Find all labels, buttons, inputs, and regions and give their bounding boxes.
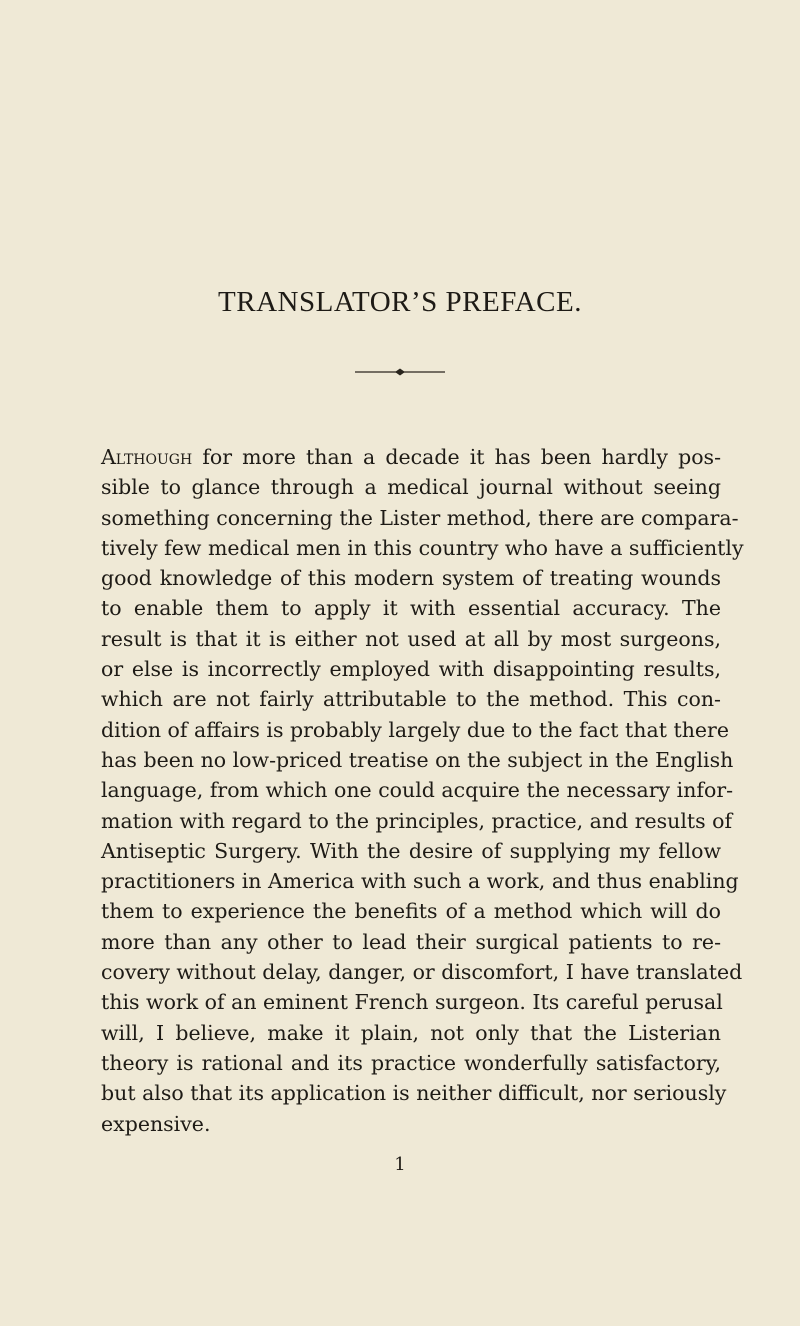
text-line: Although for more than a decade it has been hardly pos- <box>101 445 721 469</box>
text-line: more than any other to lead their surgical patients to re- <box>101 929 721 954</box>
text-line: but also that its application is neither difficult, nor seriously <box>101 1081 727 1106</box>
text-line: mation with regard to the principles, practice, and results of <box>101 808 733 833</box>
text-line: them to experience the benefits of a method which will do <box>101 899 721 924</box>
text-line: result is that it is either not used at all by most surgeons, <box>101 626 721 651</box>
text-line: covery without delay, danger, or discomfort, I have translated <box>101 960 743 985</box>
text-line: something concerning the Lister method, there are compara- <box>101 505 739 530</box>
text-line: this work of an eminent French surgeon. Its careful perusal <box>101 990 723 1015</box>
text-line: which are not fairly attributable to the method. This con- <box>101 687 721 712</box>
text-line: sible to glance through a medical journal without seeing <box>101 475 721 500</box>
text-line: Antiseptic Surgery. With the desire of supplying my fellow <box>101 838 721 863</box>
page-title: TRANSLATOR’S PREFACE. <box>218 286 582 318</box>
drop-word: Although <box>101 445 193 469</box>
text-line: tively few medical men in this country who have a sufficiently <box>101 535 744 560</box>
text-line: to enable them to apply it with essential accuracy. The <box>101 596 721 621</box>
page-number: 1 <box>394 1154 406 1175</box>
title-rule-ornament <box>0 367 800 377</box>
text-line: or else is incorrectly employed with disappointing results, <box>101 657 721 682</box>
text-line: practitioners in America with such a work, and thus enabling <box>101 869 739 894</box>
text-line: has been no low-priced treatise on the subject in the English <box>101 747 734 772</box>
text-line: language, from which one could acquire the necessary infor- <box>101 778 734 803</box>
preface-paragraph <box>101 442 744 1139</box>
text-line: expensive. <box>101 1111 211 1136</box>
text-line: dition of affairs is probably largely due to the fact that there <box>101 717 729 742</box>
text-line: will, I believe, make it plain, not only that the Listerian <box>101 1020 721 1045</box>
text-line: good knowledge of this modern system of treating wounds <box>101 566 721 591</box>
text-line: theory is rational and its practice wonderfully satisfactory, <box>101 1050 721 1075</box>
